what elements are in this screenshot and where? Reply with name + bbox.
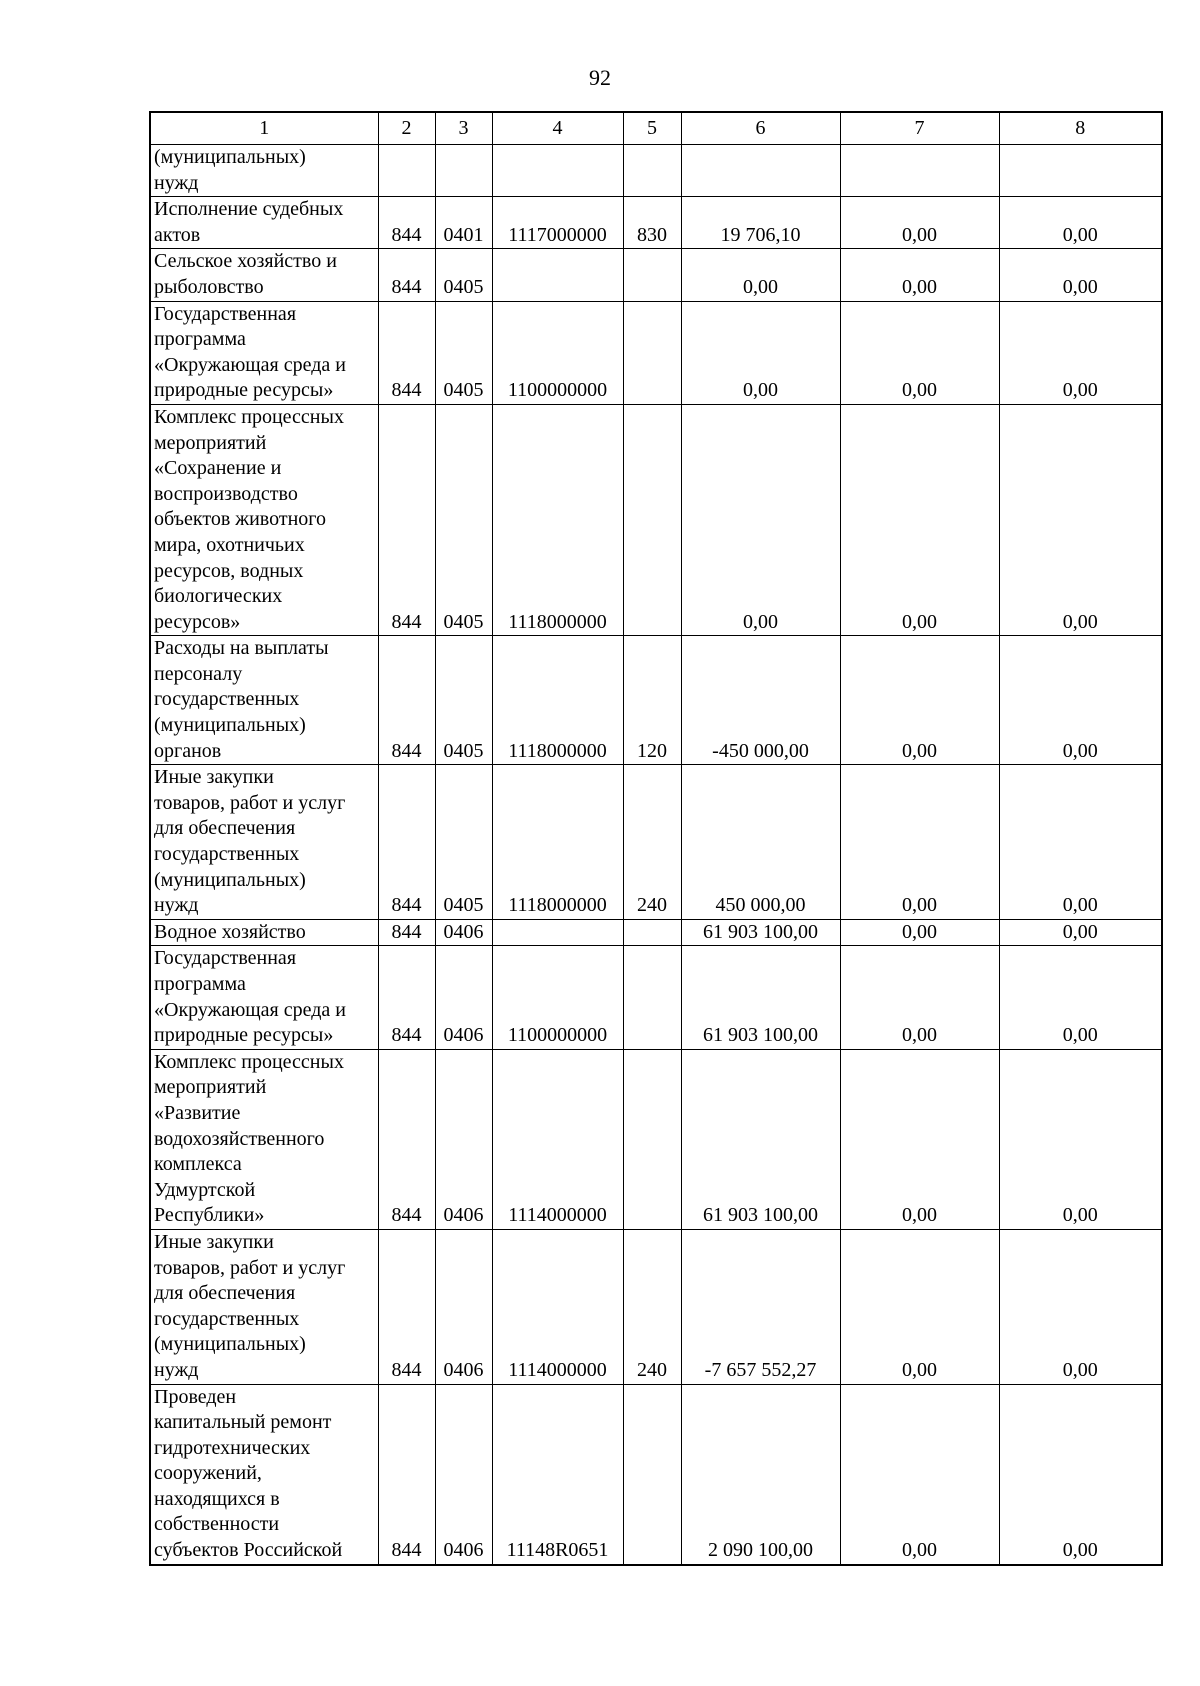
section-code-cell: 0405 <box>435 301 492 404</box>
amount-col8-cell: 0,00 <box>999 946 1162 1049</box>
amount-col8-cell: 0,00 <box>999 1384 1162 1565</box>
column-header: 3 <box>435 112 492 145</box>
amount-col6-cell: 2 090 100,00 <box>681 1384 840 1565</box>
section-code-cell: 0405 <box>435 404 492 635</box>
target-article-cell: 11148R0651 <box>492 1384 623 1565</box>
amount-col7-cell: 0,00 <box>840 919 999 946</box>
amount-col7-cell <box>840 145 999 197</box>
table-row <box>150 301 1162 404</box>
expense-type-cell: 240 <box>623 765 681 920</box>
table-row <box>150 919 1162 946</box>
target-article-cell: 1114000000 <box>492 1229 623 1384</box>
page-number: 92 <box>589 65 611 90</box>
column-header: 5 <box>623 112 681 145</box>
ministry-code-cell: 844 <box>378 765 435 920</box>
target-article-cell: 1114000000 <box>492 1049 623 1229</box>
expense-type-cell: 240 <box>623 1229 681 1384</box>
ministry-code-cell: 844 <box>378 636 435 765</box>
target-article-cell: 1100000000 <box>492 946 623 1049</box>
ministry-code-cell: 844 <box>378 249 435 301</box>
amount-col7-cell: 0,00 <box>840 765 999 920</box>
expense-type-cell: 830 <box>623 197 681 249</box>
row-name-cell: (муниципальных) нужд <box>150 145 378 197</box>
amount-col8-cell: 0,00 <box>999 404 1162 635</box>
amount-col6-cell: 0,00 <box>681 249 840 301</box>
amount-col8-cell: 0,00 <box>999 1229 1162 1384</box>
amount-col8-cell: 0,00 <box>999 301 1162 404</box>
amount-col7-cell: 0,00 <box>840 946 999 1049</box>
budget-table <box>149 111 1163 1566</box>
expense-type-cell <box>623 1049 681 1229</box>
amount-col7-cell: 0,00 <box>840 1384 999 1565</box>
table-row <box>150 946 1162 1049</box>
amount-col7-cell: 0,00 <box>840 197 999 249</box>
expense-type-cell <box>623 1384 681 1565</box>
amount-col8-cell <box>999 145 1162 197</box>
target-article-cell: 1118000000 <box>492 636 623 765</box>
column-header: 1 <box>150 112 378 145</box>
column-header: 6 <box>681 112 840 145</box>
amount-col8-cell: 0,00 <box>999 765 1162 920</box>
column-header: 2 <box>378 112 435 145</box>
amount-col7-cell: 0,00 <box>840 636 999 765</box>
amount-col8-cell: 0,00 <box>999 249 1162 301</box>
expense-type-cell <box>623 946 681 1049</box>
ministry-code-cell: 844 <box>378 301 435 404</box>
section-code-cell <box>435 145 492 197</box>
section-code-cell: 0406 <box>435 1229 492 1384</box>
section-code-cell: 0405 <box>435 765 492 920</box>
target-article-cell: 1118000000 <box>492 765 623 920</box>
amount-col8-cell: 0,00 <box>999 1049 1162 1229</box>
table-row <box>150 1049 1162 1229</box>
ministry-code-cell <box>378 145 435 197</box>
row-name-cell: Проведен капитальный ремонт гидротехнических сооружений, находящихся в собственности субъектов Российской <box>150 1384 378 1565</box>
row-name-cell: Расходы на выплаты персоналу государственных (муниципальных) органов <box>150 636 378 765</box>
amount-col7-cell: 0,00 <box>840 1229 999 1384</box>
expense-type-cell <box>623 919 681 946</box>
section-code-cell: 0406 <box>435 946 492 1049</box>
column-header: 8 <box>999 112 1162 145</box>
ministry-code-cell: 844 <box>378 404 435 635</box>
row-name-cell: Водное хозяйство <box>150 919 378 946</box>
table-row <box>150 1384 1162 1565</box>
table-row <box>150 197 1162 249</box>
amount-col6-cell: 450 000,00 <box>681 765 840 920</box>
amount-col6-cell: 19 706,10 <box>681 197 840 249</box>
section-code-cell: 0405 <box>435 636 492 765</box>
expense-type-cell: 120 <box>623 636 681 765</box>
table-row <box>150 765 1162 920</box>
target-article-cell: 1118000000 <box>492 404 623 635</box>
target-article-cell <box>492 145 623 197</box>
ministry-code-cell: 844 <box>378 1229 435 1384</box>
amount-col8-cell: 0,00 <box>999 636 1162 765</box>
amount-col7-cell: 0,00 <box>840 1049 999 1229</box>
amount-col8-cell: 0,00 <box>999 919 1162 946</box>
target-article-cell <box>492 249 623 301</box>
table-header-row <box>150 112 1162 145</box>
section-code-cell: 0405 <box>435 249 492 301</box>
ministry-code-cell: 844 <box>378 946 435 1049</box>
section-code-cell: 0401 <box>435 197 492 249</box>
column-header: 7 <box>840 112 999 145</box>
table-row <box>150 1229 1162 1384</box>
amount-col6-cell: -7 657 552,27 <box>681 1229 840 1384</box>
row-name-cell: Иные закупки товаров, работ и услуг для обеспечения государственных (муниципальных) нужд <box>150 765 378 920</box>
section-code-cell: 0406 <box>435 1049 492 1229</box>
row-name-cell: Государственная программа «Окружающая среда и природные ресурсы» <box>150 301 378 404</box>
section-code-cell: 0406 <box>435 1384 492 1565</box>
row-name-cell: Государственная программа «Окружающая среда и природные ресурсы» <box>150 946 378 1049</box>
target-article-cell: 1100000000 <box>492 301 623 404</box>
target-article-cell: 1117000000 <box>492 197 623 249</box>
amount-col7-cell: 0,00 <box>840 404 999 635</box>
expense-type-cell <box>623 301 681 404</box>
row-name-cell: Сельское хозяйство и рыболовство <box>150 249 378 301</box>
amount-col6-cell: 61 903 100,00 <box>681 946 840 1049</box>
ministry-code-cell: 844 <box>378 919 435 946</box>
amount-col6-cell: -450 000,00 <box>681 636 840 765</box>
row-name-cell: Комплекс процессных мероприятий «Развитие водохозяйственного комплекса Удмуртской Республики» <box>150 1049 378 1229</box>
ministry-code-cell: 844 <box>378 1049 435 1229</box>
amount-col6-cell: 61 903 100,00 <box>681 1049 840 1229</box>
table-row <box>150 404 1162 635</box>
amount-col7-cell: 0,00 <box>840 249 999 301</box>
target-article-cell <box>492 919 623 946</box>
table-row <box>150 249 1162 301</box>
column-header: 4 <box>492 112 623 145</box>
row-name-cell: Иные закупки товаров, работ и услуг для обеспечения государственных (муниципальных) нужд <box>150 1229 378 1384</box>
amount-col6-cell: 61 903 100,00 <box>681 919 840 946</box>
section-code-cell: 0406 <box>435 919 492 946</box>
row-name-cell: Комплекс процессных мероприятий «Сохранение и воспроизводство объектов животного мира, охотничьих ресурсов, водных биологических ресурсов» <box>150 404 378 635</box>
table-row <box>150 145 1162 197</box>
table-row <box>150 636 1162 765</box>
amount-col6-cell: 0,00 <box>681 404 840 635</box>
ministry-code-cell: 844 <box>378 1384 435 1565</box>
amount-col8-cell: 0,00 <box>999 197 1162 249</box>
expense-type-cell <box>623 404 681 635</box>
expense-type-cell <box>623 145 681 197</box>
amount-col7-cell: 0,00 <box>840 301 999 404</box>
expense-type-cell <box>623 249 681 301</box>
row-name-cell: Исполнение судебных актов <box>150 197 378 249</box>
amount-col6-cell <box>681 145 840 197</box>
ministry-code-cell: 844 <box>378 197 435 249</box>
amount-col6-cell: 0,00 <box>681 301 840 404</box>
